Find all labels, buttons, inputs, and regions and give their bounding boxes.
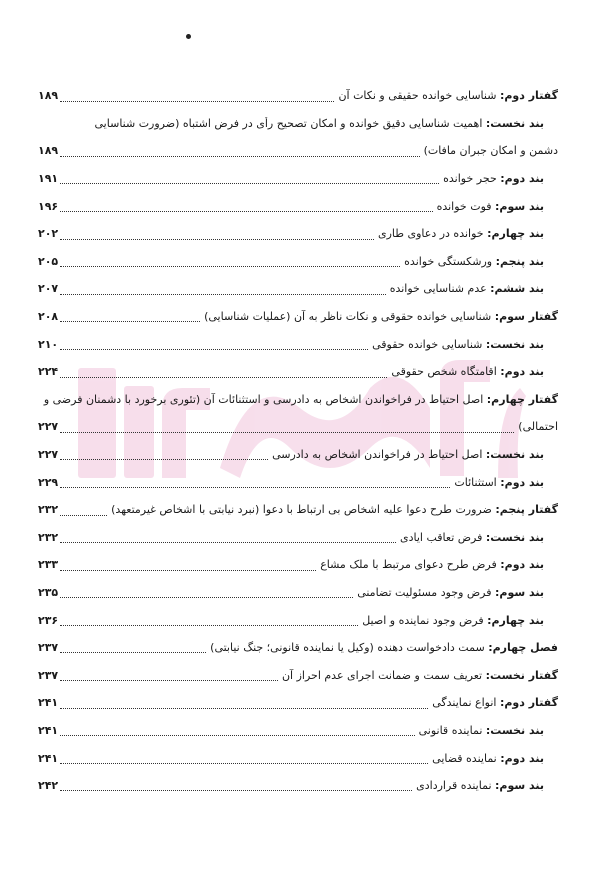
entry-title: اقامتگاه شخص حقوقی (391, 365, 497, 379)
entry-label: گفتار دوم: (499, 89, 558, 103)
dot-leader (60, 376, 387, 378)
toc-entry[interactable] (38, 772, 558, 800)
entry-label: بند نخست: (485, 723, 544, 737)
toc-entry[interactable] (38, 82, 558, 110)
entry-title: فرض وجود مسئولیت تضامنی (357, 585, 492, 599)
dot-leader (60, 679, 278, 681)
entry-label: گفتار چهارم: (486, 392, 558, 406)
page-number: ۲۲۷ (38, 420, 59, 434)
toc-entry[interactable] (38, 717, 558, 745)
page-number: ۲۴۱ (38, 696, 59, 710)
page-number: ۲۱۰ (38, 337, 59, 351)
page-number: ۲۴۲ (38, 779, 59, 793)
toc-entry[interactable] (38, 496, 558, 524)
dot-leader (60, 155, 419, 157)
entry-title: فرض طرح دعوای مرتبط با ملک مشاع (320, 558, 497, 572)
entry-label: بند نخست: (485, 530, 544, 544)
entry-title: شناسایی خوانده حقیقی و نکات آن (338, 89, 497, 103)
entry-label: فصل چهارم: (488, 641, 558, 655)
entry-title: استثنائات (454, 475, 497, 489)
dot-leader (60, 348, 368, 350)
entry-label: بند دوم: (500, 365, 544, 379)
entry-title: شناسایی خوانده حقوقی و نکات ناظر به آن (عملیات شناسایی) (204, 310, 492, 324)
entry-title: نماینده قراردادی (416, 779, 492, 793)
dot-leader (60, 541, 396, 543)
entry-title: نماینده قضایی (432, 751, 497, 765)
entry-label: بند دوم: (500, 172, 544, 186)
dot-leader (60, 320, 200, 322)
toc-entry[interactable] (38, 248, 558, 276)
entry-label: بند نخست: (485, 337, 544, 351)
dot-leader (60, 734, 414, 736)
entry-title: انواع نمایندگی (432, 696, 497, 710)
dot-leader (60, 293, 386, 295)
toc-entry[interactable] (38, 110, 558, 165)
toc-entry[interactable] (38, 330, 558, 358)
dot-leader (60, 265, 400, 267)
page-number: ۲۳۷ (38, 668, 59, 682)
entry-label: گفتار دوم: (499, 696, 558, 710)
entry-title: حجر خوانده (443, 172, 497, 186)
page-number: ۲۰۵ (38, 254, 59, 268)
entry-label: بند دوم: (500, 558, 544, 572)
toc-entry[interactable] (38, 358, 558, 386)
toc-entry[interactable] (38, 441, 558, 469)
dot-leader (60, 596, 353, 598)
page-number: ۲۳۶ (38, 613, 59, 627)
entry-title: ضرورت طرح دعوا علیه اشخاص بی ارتباط با دعوا (نبرد نیابتی با اشخاص غیرمتعهد) (111, 503, 492, 517)
entry-title: فوت خوانده (436, 199, 492, 213)
entry-label: بند سوم: (495, 779, 544, 793)
toc-entry[interactable] (38, 524, 558, 552)
entry-title: فرض وجود نماینده و اصیل (362, 613, 484, 627)
page-number: ۱۸۹ (38, 89, 59, 103)
entry-title-continued: احتمالی) (518, 420, 558, 434)
entry-label: گفتار سوم: (494, 310, 558, 324)
page-number: ۲۰۷ (38, 282, 59, 296)
page-number: ۲۰۸ (38, 310, 59, 324)
toc-entry[interactable] (38, 551, 558, 579)
page-number: ۲۳۲ (38, 503, 59, 517)
entry-title: اصل احتیاط در فراخواندن اشخاص به دادرسی (272, 448, 483, 462)
entry-title: خوانده در دعاوی طاری (377, 227, 484, 241)
toc-entry[interactable] (38, 192, 558, 220)
dot-leader (60, 624, 358, 626)
toc-entry[interactable] (38, 579, 558, 607)
toc-entry[interactable] (38, 689, 558, 717)
dot-leader (60, 431, 514, 433)
dot-leader (60, 707, 428, 709)
entry-label: بند چهارم: (487, 613, 544, 627)
dot-leader (60, 238, 374, 240)
entry-title: فرض تعاقب ایادی (400, 530, 483, 544)
dot-leader (60, 210, 432, 212)
entry-label: بند چهارم: (487, 227, 544, 241)
page-number: ۲۲۷ (38, 448, 59, 462)
dot-leader (60, 789, 412, 791)
dot-leader (60, 458, 268, 460)
dot-leader (60, 514, 107, 516)
entry-label: بند سوم: (495, 585, 544, 599)
dot-leader (60, 569, 316, 571)
entry-title: نماینده قانونی (418, 723, 483, 737)
dot-leader (60, 762, 428, 764)
entry-title: شناسایی خوانده حقوقی (372, 337, 483, 351)
toc-entry[interactable] (38, 606, 558, 634)
toc-entry[interactable] (38, 220, 558, 248)
entry-title: اصل احتیاط در فراخواندن اشخاص به دادرسی و استثنائات آن (تئوری برخورد با دشمنان فرضی و (43, 392, 484, 406)
toc-entry[interactable] (38, 165, 558, 193)
toc-entry[interactable] (38, 303, 558, 331)
page-number: ۲۴۱ (38, 751, 59, 765)
toc-entry[interactable] (38, 275, 558, 303)
entry-label: بند نخست: (485, 116, 544, 130)
entry-label: بند سوم: (495, 199, 544, 213)
page-number: ۲۳۲ (38, 530, 59, 544)
entry-title-continued: دشمن و امکان جبران مافات) (423, 144, 558, 158)
entry-title: عدم شناسایی خوانده (389, 282, 487, 296)
entry-label: بند دوم: (500, 475, 544, 489)
page-number: ۱۹۶ (38, 199, 59, 213)
entry-label: گفتار پنجم: (495, 503, 558, 517)
toc-entry[interactable] (38, 634, 558, 662)
page-number: ۲۲۴ (38, 365, 59, 379)
dot-leader (60, 100, 334, 102)
entry-title: تعریف سمت و ضمانت اجرای عدم احراز آن (281, 668, 483, 682)
page-number: ۲۳۳ (38, 558, 59, 572)
entry-label: بند ششم: (490, 282, 544, 296)
entry-label: بند دوم: (500, 751, 544, 765)
entry-label: بند پنجم: (495, 254, 544, 268)
table-of-contents (38, 82, 558, 799)
page-number: ۲۳۵ (38, 585, 59, 599)
entry-label: گفتار نخست: (485, 668, 558, 682)
dot-leader (60, 651, 206, 653)
entry-title: اهمیت شناسایی دقیق خوانده و امکان تصحیح رأی در فرض اشتباه (ضرورت شناسایی (94, 116, 483, 130)
entry-label: بند نخست: (485, 448, 544, 462)
page-number: ۱۸۹ (38, 144, 59, 158)
page-number: ۲۰۲ (38, 227, 59, 241)
entry-title: ورشکستگی خوانده (404, 254, 493, 268)
dot-leader (60, 486, 450, 488)
toc-entry[interactable] (38, 468, 558, 496)
toc-entry[interactable] (38, 744, 558, 772)
entry-title: سمت دادخواست دهنده (وکیل یا نماینده قانونی؛ جنگ نیابتی) (210, 641, 485, 655)
page-number: ۲۳۷ (38, 641, 59, 655)
toc-entry[interactable] (38, 386, 558, 441)
toc-entry[interactable] (38, 661, 558, 689)
dot-leader (60, 182, 439, 184)
page-mark-dot (186, 34, 191, 39)
page-number: ۱۹۱ (38, 172, 59, 186)
page-number: ۲۴۱ (38, 723, 59, 737)
page-number: ۲۲۹ (38, 475, 59, 489)
